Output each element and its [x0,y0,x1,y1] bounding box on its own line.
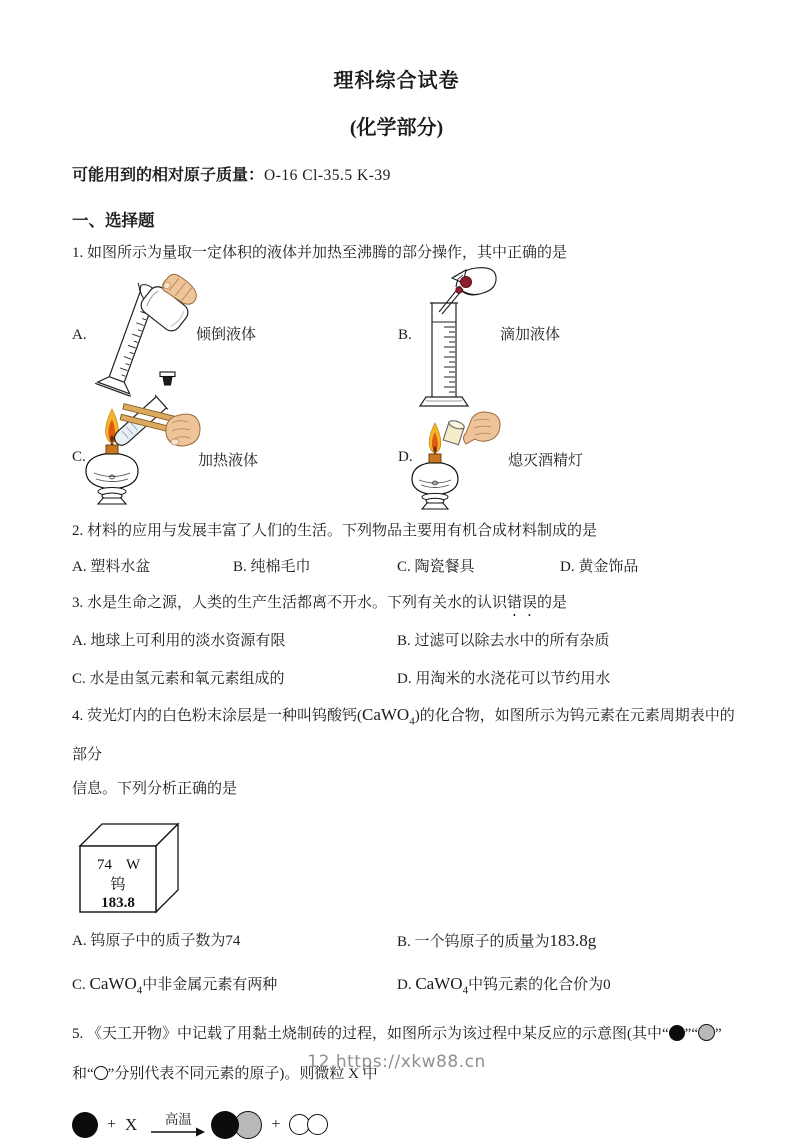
question-4-text [72,698,749,806]
tungsten-element-cube-figure [76,818,793,918]
atomic-mass-label: 可能用到的相对原子质量： [72,167,265,184]
q4-option-c: C. CaWO$_4$中非金属元素有两种 [72,974,278,997]
right-arrow-icon [151,1127,205,1137]
question-4-options [72,928,793,1003]
option-label-d: D. [398,449,413,465]
atomic-mass: 183.8 [101,895,135,912]
question-3-text [72,591,749,620]
q2-option-b: B. 纯棉毛巾 [233,559,311,575]
reaction-condition: 高温 [164,1112,192,1128]
option-label-a: A. [72,327,87,343]
page-footer-watermark: 12 https://xkw88.cn [307,1052,486,1072]
caption-heat-liquid: 加热液体 [198,453,259,469]
q4-line1-before: 4. 荧光灯内的白色粉末涂层是一种叫钨酸钙( [72,708,362,724]
heat-liquid-illustration [80,395,205,519]
product-white-atom-icon-2 [307,1114,328,1135]
q3-option-a: A. 地球上可利用的淡水资源有限 [72,633,286,649]
page-title: 理科综合试卷 [333,70,460,92]
q5-line1-a: 5. 《天工开物》中记载了用黏土烧制砖的过程，如图所示为该过程中某反应的示意图(其中“ [72,1025,669,1042]
black-atom-icon [669,1025,685,1041]
q2-option-c: C. 陶瓷餐具 [397,559,475,575]
graduated-cylinder-icon [420,303,468,406]
unknown-particle-x: X [125,1114,138,1134]
plus-sign-2: + [271,1115,281,1133]
element-name: 钨 [110,877,126,894]
product-molecule-white-white [289,1114,328,1135]
caption-pour-liquid: 倾倒液体 [196,327,257,343]
extinguish-lamp-illustration [404,411,504,515]
atomic-mass-line [72,162,745,185]
question-3-options [72,628,793,692]
q3-text-before: 3. 水是生命之源，人类的生产生活都离不开水。下列有关水的认识 [72,595,508,611]
q4-option-b: B. 一个钨原子的质量为183.8g [397,931,597,951]
drop-liquid-figure [404,265,499,415]
question-1-text: 1. 如图所示为量取一定体积的液体并加热至沸腾的部分操作，其中正确的是 [72,245,568,261]
q3-option-c: C. 水是由氢元素和氧元素组成的 [72,671,285,687]
q4-option-a: A. 钨原子中的质子数为74 [72,933,241,950]
atomic-number: 74 [97,857,112,874]
option-label-b: B. [398,327,412,343]
reaction-diagram [72,1102,793,1148]
q5-line1-b: ”“ [684,1025,698,1042]
stopper-icon [160,372,175,385]
caption-drop-liquid: 滴加液体 [500,327,561,343]
q2-option-a: A. 塑料水盆 [72,559,151,575]
pour-liquid-figure [86,267,196,397]
q3-option-d: D. 用淘米的水浇花可以节约用水 [397,671,611,687]
section-title-choice: 一、选择题 [72,211,155,230]
product-molecule-black-gray [211,1111,262,1139]
q3-text-emphasis: 错误 [507,595,538,611]
q3-text-after: 的是 [537,595,568,611]
gray-atom-icon [698,1024,715,1041]
q5-line1-c: ” [715,1025,722,1042]
reactant-black-atom-icon [72,1112,98,1138]
heat-liquid-figure [80,395,205,519]
flame-icon [429,423,441,453]
q5-line2-b: ”分别代表不同元素的原子)。则微粒 X 中 [107,1065,378,1082]
hand-icon [464,412,501,444]
question-2-text: 2. 材料的应用与发展丰富了人们的生活。下列物品主要用有机合成材料制成的是 [72,523,598,539]
reaction-arrow [151,1112,205,1137]
option-label-c: C. [72,449,86,465]
q3-option-b: B. 过滤可以除去水中的所有杂质 [397,633,610,649]
lamp-cap-icon [443,419,465,445]
periodic-table-cube [76,818,188,918]
q4-option-d: D. CaWO$_4$中钨元素的化合价为0 [397,974,611,997]
atomic-mass-values: O-16 Cl-35.5 K-39 [264,167,391,184]
q2-option-d: D. 黄金饰品 [560,559,639,575]
caption-extinguish-lamp: 熄灭酒精灯 [508,453,584,469]
drop-liquid-illustration [404,265,499,415]
q4-line1-after: )的化合物，如图所示为钨元素在元素周期表中的部分 [72,708,735,764]
pour-liquid-illustration [86,267,196,397]
reagent-bottle-icon [129,261,204,335]
q4-line2: 信息。下列分析正确的是 [72,781,238,798]
extinguish-lamp-figure [404,411,504,515]
question-1-figures [0,267,793,519]
page-subtitle: (化学部分) [349,117,444,139]
product-black-atom-icon [211,1111,239,1139]
plus-sign: + [107,1115,117,1133]
element-symbol: W [126,857,141,874]
dropper-icon [439,277,472,315]
question-2-options [72,555,793,579]
cawo4-formula: CaWO$_4$ [362,705,415,728]
hand-icon [166,414,200,446]
q5-line2-a: 和“ [72,1065,94,1082]
